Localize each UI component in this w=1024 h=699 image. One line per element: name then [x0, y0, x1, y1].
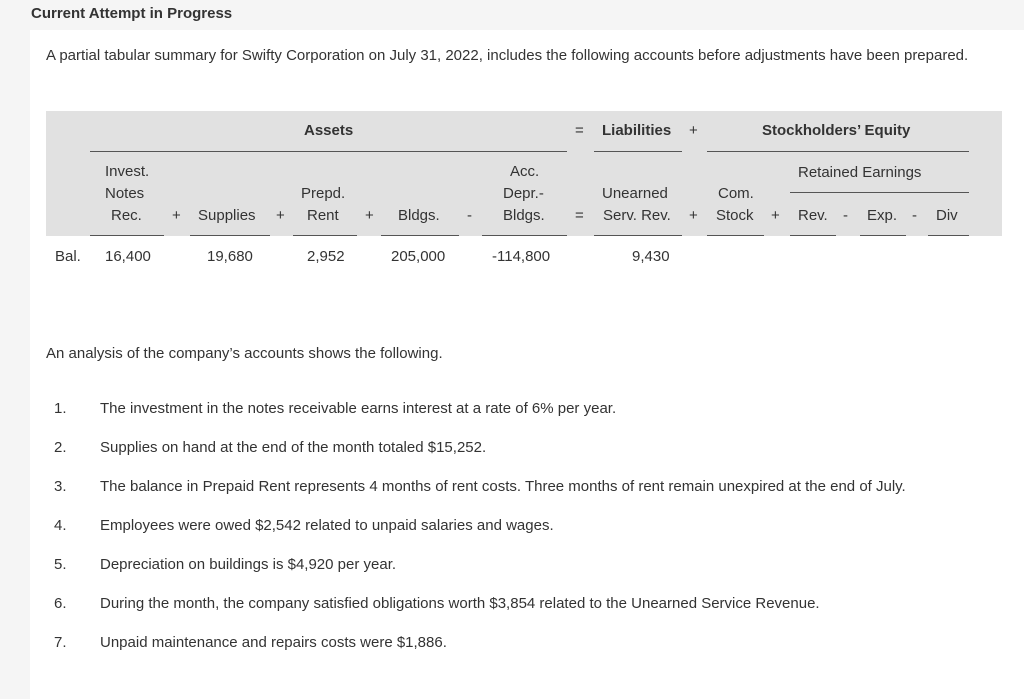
- minus-sign: -: [467, 207, 472, 224]
- retained-earnings-header: Retained Earnings: [798, 164, 922, 181]
- item-number: 5.: [54, 556, 67, 573]
- equals-sign: =: [575, 207, 584, 224]
- value-unearned-revenue: 9,430: [632, 248, 670, 265]
- analysis-intro: An analysis of the company’s accounts shows the following.: [46, 345, 443, 362]
- item-number: 7.: [54, 634, 67, 651]
- list-item: Supplies on hand at the end of the month totaled $15,252.: [100, 439, 487, 456]
- item-number: 6.: [54, 595, 67, 612]
- col-accdepr-line3: Bldgs.: [503, 207, 545, 224]
- assets-underline: [90, 151, 567, 152]
- assets-header: Assets: [304, 122, 354, 139]
- col-accdepr-line2: Depr.-: [503, 185, 544, 202]
- col-notes-line3: Rec.: [111, 207, 142, 224]
- col-supplies: Supplies: [198, 207, 256, 224]
- col-underline: [190, 235, 270, 236]
- plus-sign: +: [689, 122, 698, 139]
- retained-earnings-underline: [790, 192, 969, 193]
- col-underline: [928, 235, 969, 236]
- value-prepaid-rent: 2,952: [307, 248, 345, 265]
- col-stock-line2: Stock: [716, 207, 754, 224]
- list-item: Depreciation on buildings is $4,920 per year.: [100, 556, 397, 573]
- minus-sign: -: [843, 207, 848, 224]
- plus-sign: +: [771, 207, 780, 224]
- col-div: Div: [936, 207, 958, 224]
- col-prepd-line2: Rent: [307, 207, 339, 224]
- value-supplies: 19,680: [207, 248, 253, 265]
- col-underline: [594, 235, 682, 236]
- col-underline: [707, 235, 764, 236]
- col-underline: [293, 235, 357, 236]
- plus-sign: +: [172, 207, 181, 224]
- problem-intro: A partial tabular summary for Swifty Corporation on July 31, 2022, includes the following accounts before adjustments have been prepared.: [46, 47, 969, 64]
- col-notes-line1: Invest.: [105, 163, 150, 180]
- col-bldgs: Bldgs.: [398, 207, 440, 224]
- minus-sign: -: [912, 207, 917, 224]
- list-item: The balance in Prepaid Rent represents 4 months of rent costs. Three months of rent remain unexpired at the end of July.: [100, 478, 906, 495]
- liabilities-header: Liabilities: [602, 122, 672, 139]
- col-accdepr-line1: Acc.: [510, 163, 540, 180]
- value-buildings: 205,000: [391, 248, 446, 265]
- plus-sign: +: [689, 207, 698, 224]
- equity-underline: [707, 151, 969, 152]
- col-notes-line2: Notes: [105, 185, 145, 202]
- plus-sign: +: [365, 207, 374, 224]
- col-underline: [482, 235, 567, 236]
- list-item: Employees were owed $2,542 related to unpaid salaries and wages.: [100, 517, 554, 534]
- equity-header: Stockholders’ Equity: [762, 122, 911, 139]
- item-number: 3.: [54, 478, 67, 495]
- equals-sign: =: [575, 122, 584, 139]
- col-exp: Exp.: [867, 207, 898, 224]
- col-underline: [90, 235, 164, 236]
- value-notes-receivable: 16,400: [105, 248, 151, 265]
- value-accumulated-depreciation: -114,800: [492, 248, 551, 265]
- liabilities-underline: [594, 151, 682, 152]
- col-unearned-line1: Unearned: [602, 185, 668, 202]
- col-underline: [381, 235, 459, 236]
- list-item: During the month, the company satisfied obligations worth $3,854 related to the Unearned Service Revenue.: [100, 595, 820, 612]
- list-item: Unpaid maintenance and repairs costs were $1,886.: [100, 634, 447, 651]
- item-number: 4.: [54, 517, 67, 534]
- plus-sign: +: [276, 207, 285, 224]
- list-item: The investment in the notes receivable earns interest at a rate of 6% per year.: [100, 400, 617, 417]
- col-stock-line1: Com.: [718, 185, 754, 202]
- col-unearned-line2: Serv. Rev.: [603, 207, 671, 224]
- status-label: Current Attempt in Progress: [31, 5, 233, 22]
- col-underline: [860, 235, 906, 236]
- item-number: 1.: [54, 400, 67, 417]
- row-label-bal: Bal.: [55, 248, 81, 265]
- col-prepd-line1: Prepd.: [301, 185, 346, 202]
- col-underline: [790, 235, 836, 236]
- col-rev: Rev.: [798, 207, 828, 224]
- item-number: 2.: [54, 439, 67, 456]
